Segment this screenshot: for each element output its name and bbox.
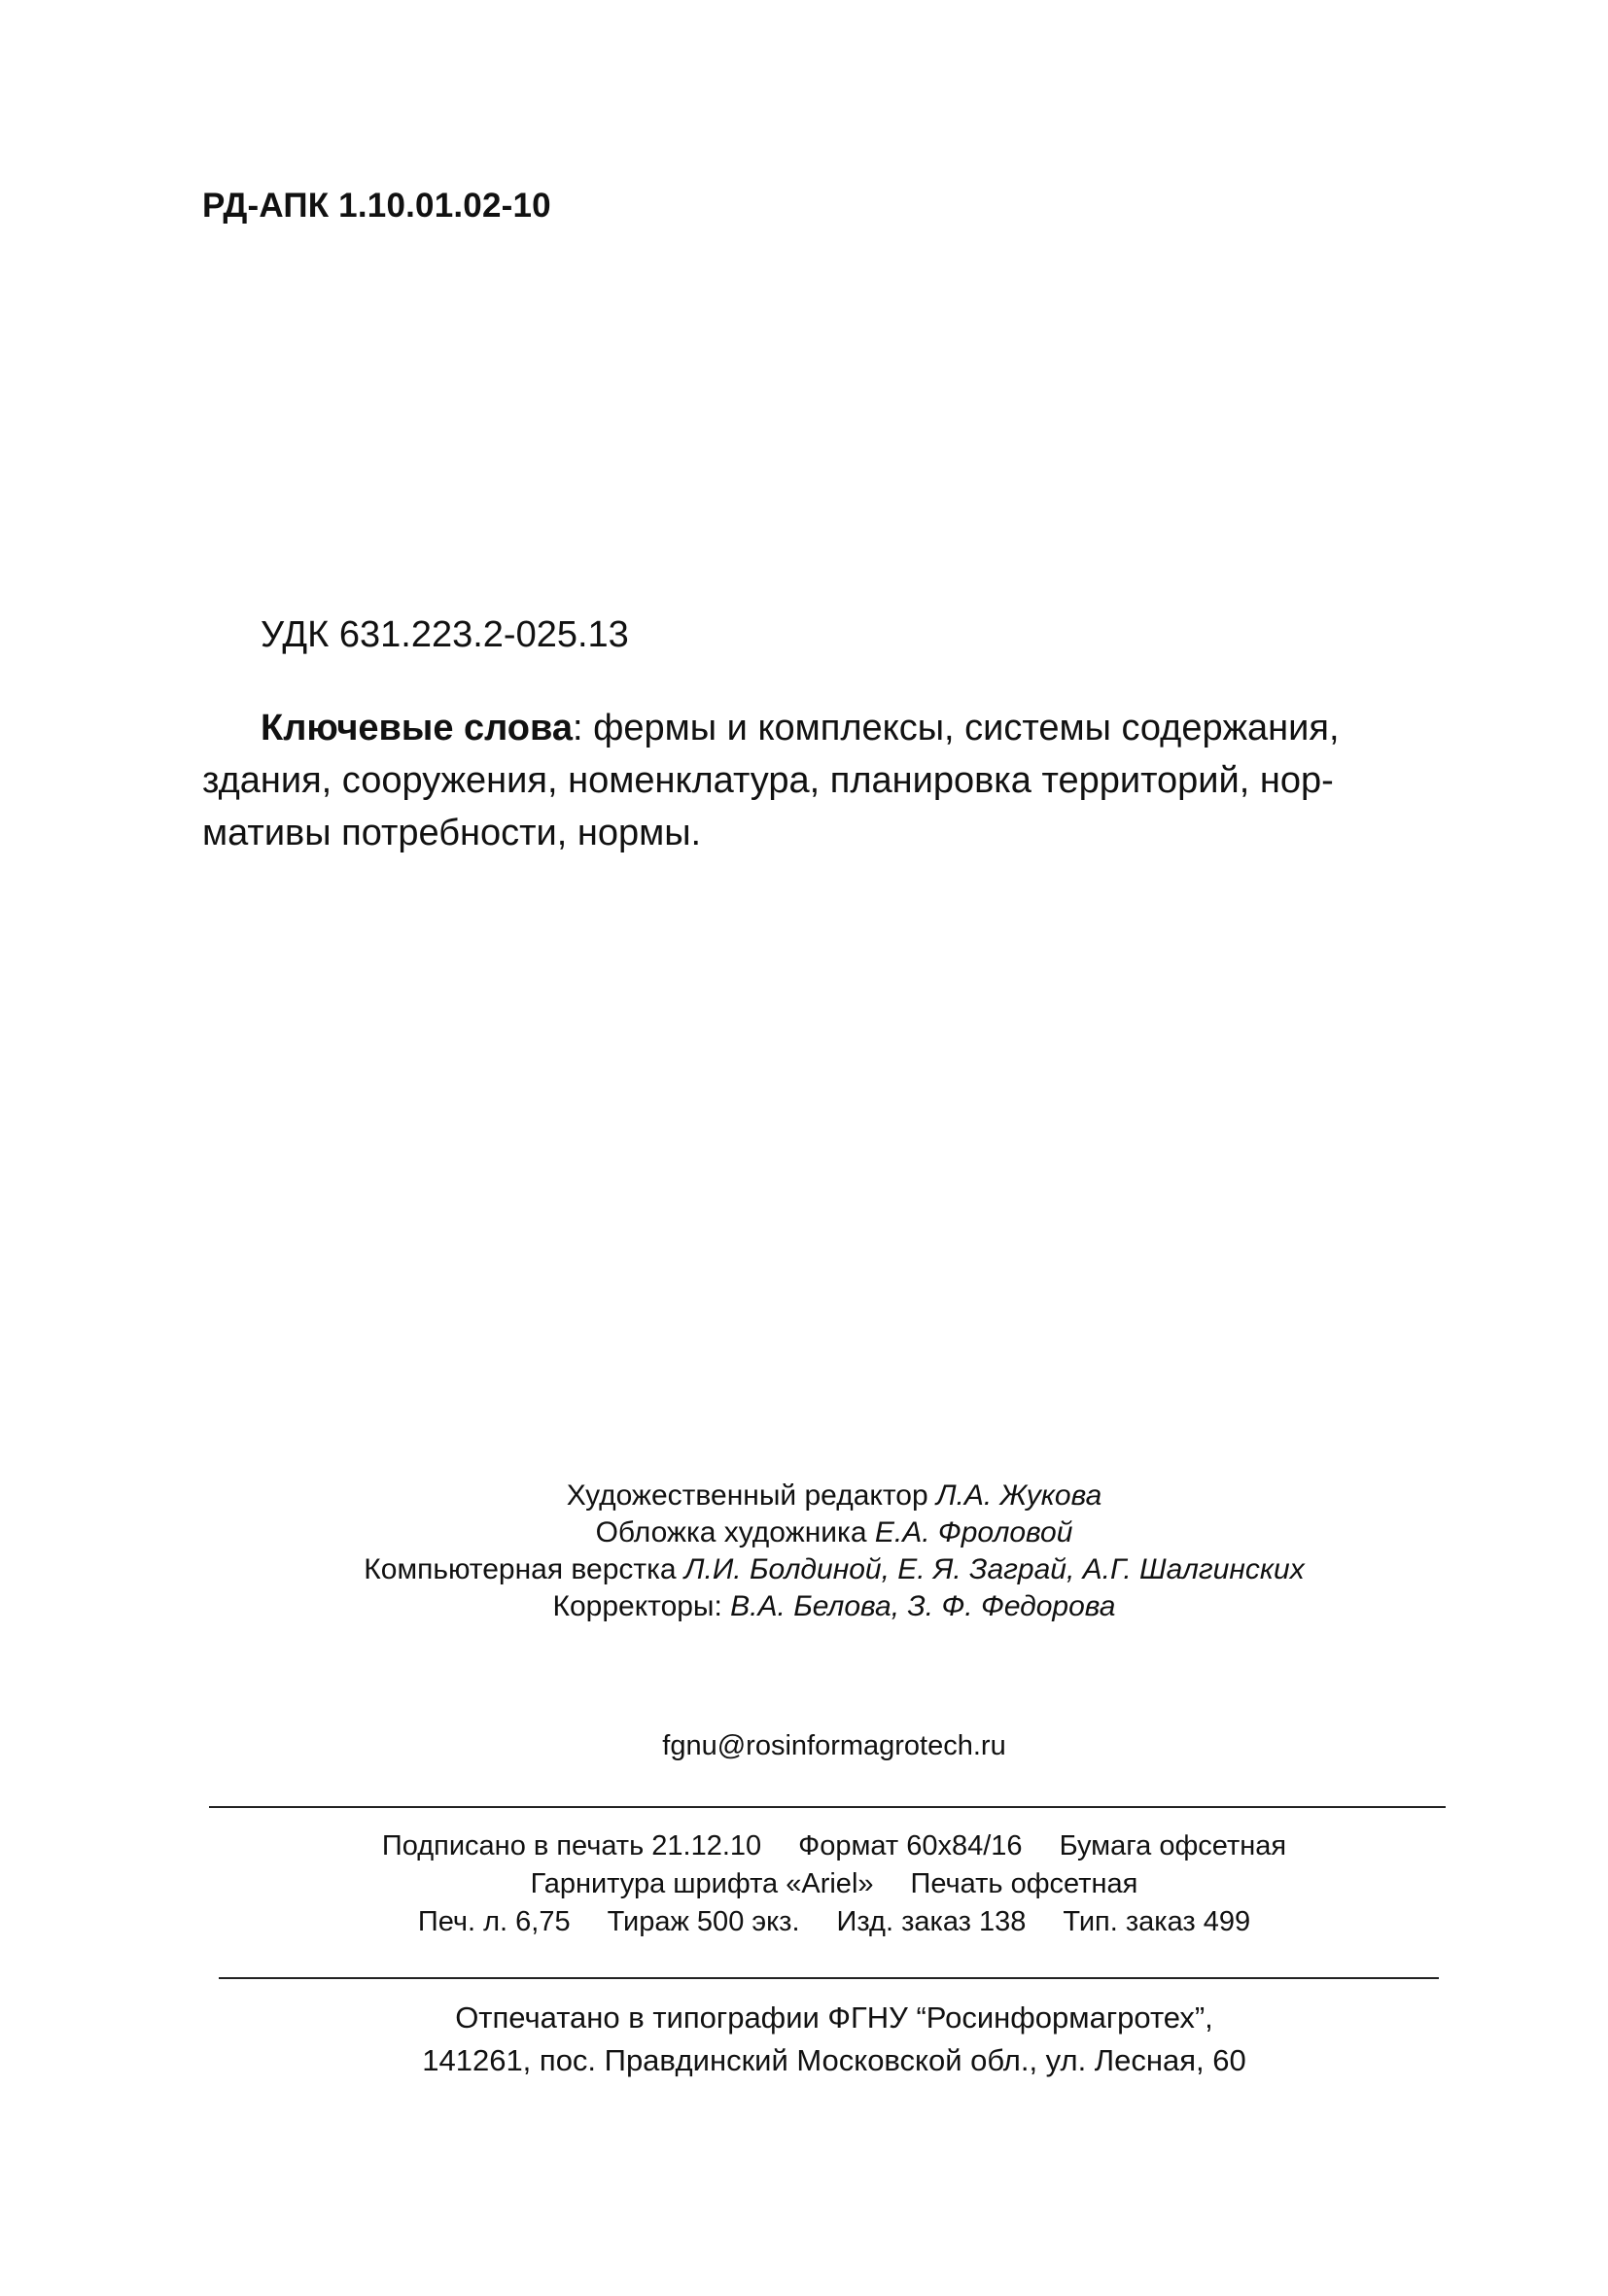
- keywords-text-1: : фермы и комплексы, системы содержания,: [573, 708, 1340, 748]
- contact-email: fgnu@rosinformagrotech.ru: [662, 1730, 1006, 1761]
- printer-address: 141261, пос. Правдинский Московской обл., ул. Лесная, 60: [422, 2043, 1246, 2077]
- credit-names: Е.А. Фроловой: [874, 1516, 1073, 1548]
- udk-code: УДК 631.223.2-025.13: [261, 614, 629, 655]
- credit-line: [0, 1588, 1608, 1625]
- imprint-line-3: [0, 1903, 1608, 1941]
- sheets: Печ. л. 6,75: [417, 1906, 571, 1937]
- imprint-block: [0, 1827, 1608, 1941]
- credits-block: [0, 1478, 1608, 1625]
- credit-line: [0, 1551, 1608, 1588]
- print-type: Печать офсетная: [910, 1868, 1138, 1899]
- keywords-paragraph: [202, 702, 1456, 859]
- credit-names: В.А. Белова, З. Ф. Федорова: [730, 1590, 1116, 1622]
- typeface: Гарнитура шрифта «Ariel»: [530, 1868, 874, 1899]
- printer-line-1: Отпечатано в типографии ФГНУ “Росинформагротех”,: [455, 2000, 1213, 2035]
- credit-role: Обложка художника: [595, 1516, 875, 1548]
- imprint-line-1: [0, 1827, 1608, 1865]
- divider-top: [209, 1806, 1446, 1808]
- keywords-line-1: [202, 702, 1456, 754]
- credit-names: Л.А. Жукова: [935, 1479, 1102, 1512]
- print-run: Тираж 500 экз.: [607, 1906, 800, 1937]
- document-code: РД-АПК 1.10.01.02-10: [202, 187, 551, 225]
- credit-line: [0, 1514, 1608, 1551]
- divider-bottom: [219, 1977, 1439, 1979]
- printing-order: Тип. заказ 499: [1063, 1906, 1251, 1937]
- signed-date: Подписано в печать 21.12.10: [381, 1830, 762, 1861]
- credit-role: Компьютерная верстка: [364, 1553, 684, 1585]
- imprint-line-2: [0, 1865, 1608, 1903]
- publisher-order: Изд. заказ 138: [836, 1906, 1027, 1937]
- credit-role: Художественный редактор: [566, 1479, 936, 1512]
- credit-line: [0, 1478, 1608, 1514]
- printer-info: [0, 1997, 1608, 2082]
- keywords-line-3: мативы потребности, нормы.: [202, 813, 702, 853]
- credit-names: Л.И. Болдиной, Е. Я. Заграй, А.Г. Шалгинских: [683, 1553, 1305, 1585]
- paper: Бумага офсетная: [1059, 1830, 1287, 1861]
- keywords-label: Ключевые слова: [261, 708, 574, 748]
- credit-role: Корректоры:: [552, 1590, 731, 1622]
- format: Формат 60x84/16: [798, 1830, 1023, 1861]
- keywords-line-2: здания, сооружения, номенклатура, планировка территорий, нор-: [202, 760, 1334, 801]
